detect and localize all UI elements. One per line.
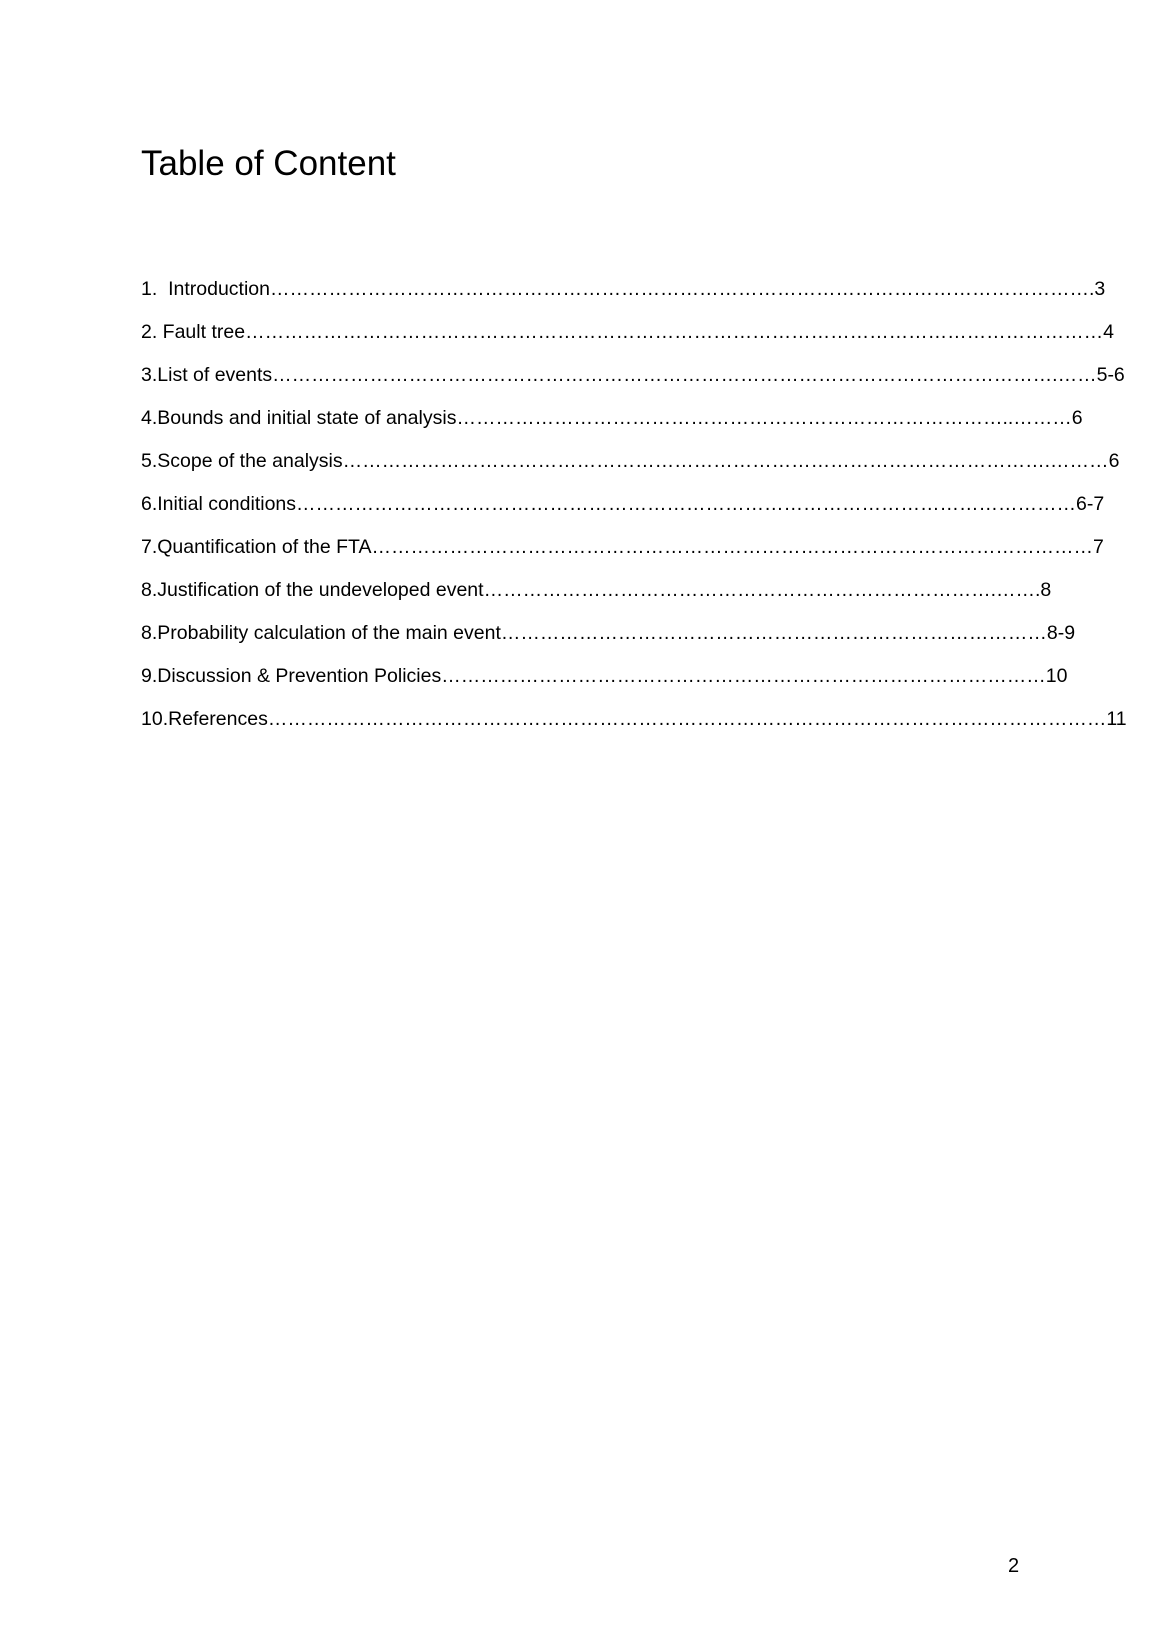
toc-entry-list-of-events[interactable] <box>141 361 1127 404</box>
toc-leader-dots: ………………………………………………………………………………………………………… <box>296 493 1077 515</box>
page-number: 2 <box>1008 1555 1020 1577</box>
toc-entry-scope-of-analysis[interactable] <box>141 447 1127 490</box>
toc-entry-references[interactable] <box>141 705 1127 748</box>
toc-entry-label: 9.Discussion & Prevention Policies <box>141 665 442 687</box>
toc-page-number: 6 <box>1108 450 1120 472</box>
toc-page-number: 4 <box>1103 321 1114 343</box>
toc-leader-dots: …………………………………………………………………………..……… <box>456 407 1072 429</box>
toc-entry-introduction[interactable] <box>141 275 1127 318</box>
toc-entry-label: 8.Probability calculation of the main event <box>141 622 501 644</box>
toc-entry-label: 2. Fault tree <box>141 321 246 343</box>
table-of-contents <box>141 275 1127 748</box>
toc-entry-label: 1. Introduction <box>141 278 270 300</box>
toc-page-number: 8 <box>1040 579 1052 601</box>
toc-entry-justification-undeveloped[interactable] <box>141 576 1127 619</box>
toc-leader-dots: ………………………………………………………………………………………………………….…… <box>272 364 1097 386</box>
toc-entry-discussion-prevention[interactable] <box>141 662 1127 705</box>
toc-page-number: 6 <box>1071 407 1083 429</box>
toc-leader-dots: …………………………………………………………………………………………………………………… <box>245 321 1104 343</box>
toc-page-number: 8-9 <box>1046 622 1076 644</box>
toc-entry-label: 4.Bounds and initial state of analysis <box>141 407 457 429</box>
toc-page-number: 11 <box>1106 708 1127 730</box>
toc-leader-dots: ……………………………………………………………………………………………….……… <box>342 450 1109 472</box>
toc-leader-dots: ………………………………………………………………………… <box>500 622 1047 644</box>
toc-entry-probability-calculation[interactable] <box>141 619 1127 662</box>
toc-page-number: 3 <box>1094 278 1106 300</box>
toc-entry-label: 6.Initial conditions <box>141 493 297 515</box>
toc-leader-dots: ………………………………………………………………………………………………………………… <box>267 708 1107 730</box>
toc-page-number: 10 <box>1045 665 1068 687</box>
toc-entry-quantification-fta[interactable] <box>141 533 1127 576</box>
toc-page-number: 7 <box>1093 536 1104 558</box>
toc-leader-dots: ………………………………………………………………………………………………………………. <box>270 278 1095 300</box>
toc-entry-initial-conditions[interactable] <box>141 490 1127 533</box>
toc-leader-dots: ………………………………………………………………………………………………… <box>371 536 1094 558</box>
page-title: Table of Content <box>141 144 396 183</box>
toc-leader-dots: ………………………………………………………………………………… <box>441 665 1046 687</box>
toc-page-number: 6-7 <box>1076 493 1105 515</box>
toc-entry-label: 5.Scope of the analysis <box>141 450 343 472</box>
toc-entry-label: 3.List of events <box>141 364 273 386</box>
toc-leader-dots: …………………………………………………………………….……. <box>483 579 1041 601</box>
toc-entry-label: 7.Quantification of the FTA <box>141 536 372 558</box>
toc-page-number: 5-6 <box>1096 364 1125 386</box>
toc-entry-bounds-initial-state[interactable] <box>141 404 1127 447</box>
toc-entry-label: 8.Justification of the undeveloped event <box>141 579 484 601</box>
toc-entry-fault-tree[interactable] <box>141 318 1127 361</box>
toc-entry-label: 10.References <box>141 708 268 730</box>
